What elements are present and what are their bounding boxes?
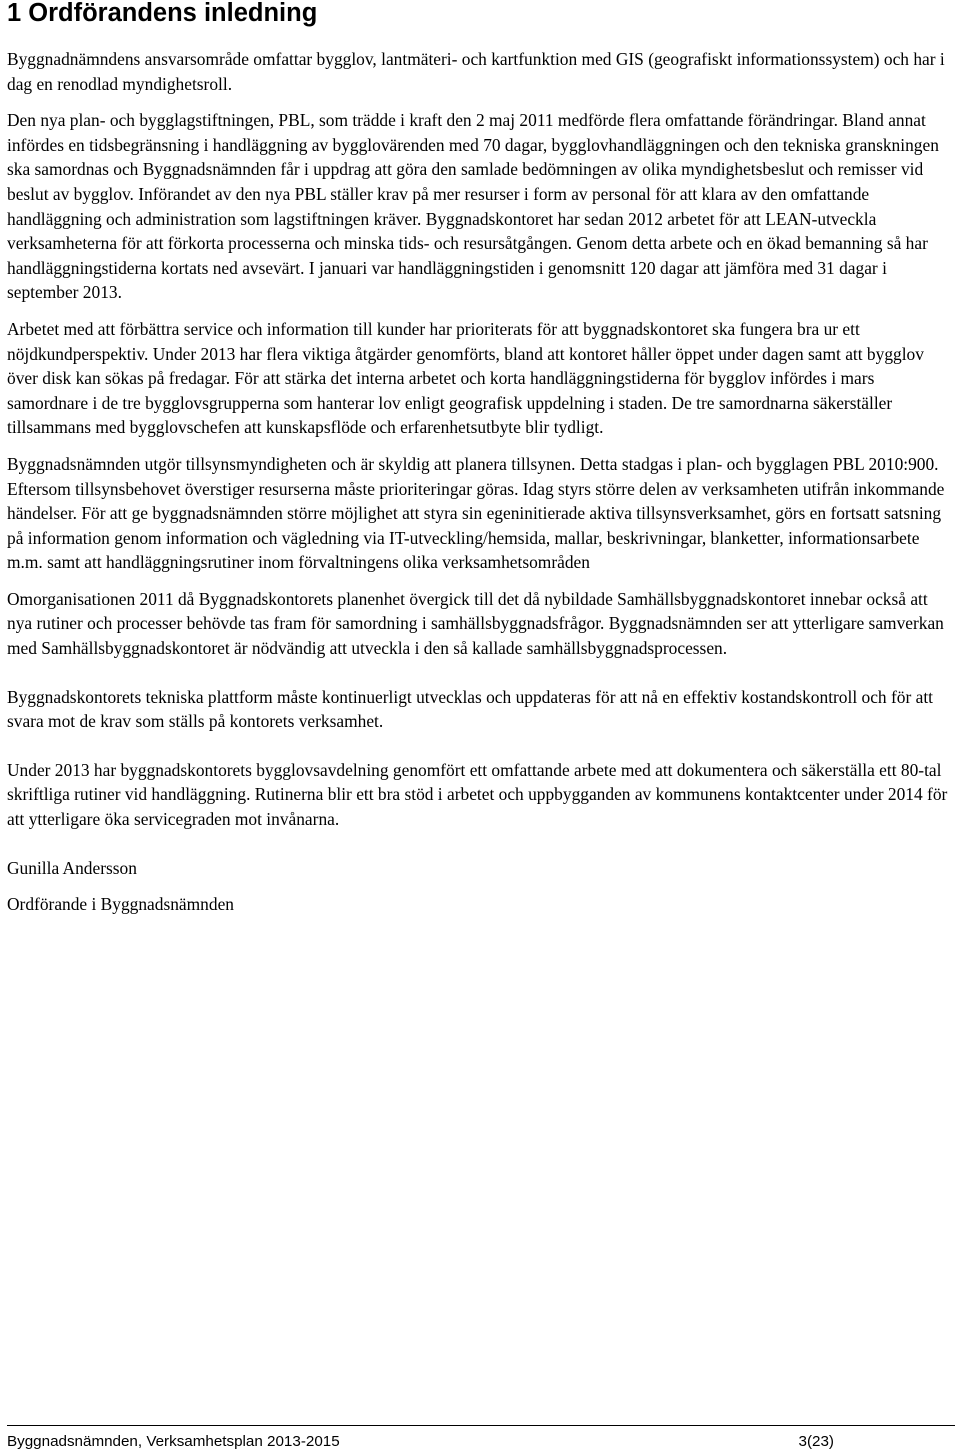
footer-divider <box>7 1425 955 1426</box>
page-number: 3(23) <box>798 1433 834 1450</box>
paragraph-intro: Byggnadnämndens ansvarsområde omfattar bygglov, lantmäteri- och kartfunktion med GIS (geografiskt informationssystem) och har i dag en renodlad myndighetsroll. <box>7 49 945 94</box>
paragraph-plattform: Byggnadskontorets tekniska plattform måste kontinuerligt utvecklas och uppdateras för att nå en effektiv kostandskontroll och för att svara mot de krav som ställs på kontorets verksamhet. <box>7 686 933 732</box>
signature-name: Gunilla Andersson <box>7 857 137 878</box>
paragraph-omorganisation: Omorganisationen 2011 då Byggnadskontorets planenhet övergick till det då nybildade Samhällsbyggnadskontoret innebar också att nya rutiner och processer behövde tas fram för samordning i samhällsbyggnadsfrågor. Byggnadsnämnden ser att ytterligare samverkan med Samhällsbyggnadskontoret är nödvändig att utveckla i den så kallade samhällsbyggnadsprocessen. <box>7 588 944 659</box>
page-footer <box>7 1432 834 1452</box>
paragraph-pbl: Den nya plan- och bygglagstiftningen, PBL, som trädde i kraft den 2 maj 2011 medförde flera omfattande förändringar. Bland annat infördes en tidsbegränsning i handläggning av bygglovärenden med 70 dagar, bygglovhandläggningen och den tekniska granskningen ska samordnas och Byggnadsnämnden får i uppdrag att göra den samlade bedömningen av olika myndighetsbeslut och remisser vid beslut av bygglov. Införandet av den nya PBL ställer krav på mer resurser i form av personal för att klara av den omfattande handläggning och administration som lagstiftningen kräver. Byggnadskontoret har sedan 2012 arbetet för att LEAN-utveckla verksamheterna för att förkorta processerna och minska tids- och resursåtgången. Genom detta arbete och en ökad bemanning så har handläggningstiderna kortats ned avsevärt. I januari var handläggningstiden i genomsnitt 120 dagar att jämföra med 31 dagar i september 2013. <box>7 110 939 303</box>
paragraph-tillsyn: Byggnadsnämnden utgör tillsynsmyndigheten och är skyldig att planera tillsynen. Detta stadgas i plan- och bygglagen PBL 2010:900. Eftersom tillsynsbehovet överstiger resurserna måste prioriteringar göras. Idag styrs större delen av verksamheten utifrån inkommande händelser. För att ge byggnadsnämnden större möjlighet att styra sin egeninitierade aktiva tillsynsverksamhet, görs en fortsatt satsning på information genom information och vägledning via IT-utveckling/hemsida, mallar, beskrivningar, blanketter, informationsarbete m.m. samt att handläggningsrutiner inom förvaltningens olika verksamhetsområden <box>7 453 945 573</box>
document-body <box>7 47 955 929</box>
page-title: 1 Ordförandens inledning <box>7 0 318 27</box>
paragraph-rutiner: Under 2013 har byggnadskontorets bygglovsavdelning genomfört ett omfattande arbete med att dokumentera och säkerställa ett 80-tal skriftliga rutiner vid handläggning. Rutinerna blir ett bra stöd i arbetet och uppbygganden av kommunens kontaktcenter under 2014 för att ytterligare öka servicegraden mot invånarna. <box>7 759 948 830</box>
paragraph-service: Arbetet med att förbättra service och information till kunder har prioriterats för att byggnadskontoret ska fungera bra ur ett nöjdkundperspektiv. Under 2013 har flera viktiga åtgärder genomförts, bland att kontoret håller öppet under dagen samt att bygglov över disk kan sökas på fredagar. För att stärka det interna arbetet och korta handläggningstiderna för bygglov infördes i mars samordnare i de tre bygglovsgrupperna som hanterar lov enligt geografisk uppdelning i staden. De tre samordnarna säkerställer tillsammans med bygglovschefen att kunskapsflöde och erfarenhetsutbyte blir tydligt. <box>7 318 924 438</box>
footer-title: Byggnadsnämnden, Verksamhetsplan 2013-2015 <box>7 1433 340 1450</box>
signature-title: Ordförande i Byggnadsnämnden <box>7 894 234 915</box>
